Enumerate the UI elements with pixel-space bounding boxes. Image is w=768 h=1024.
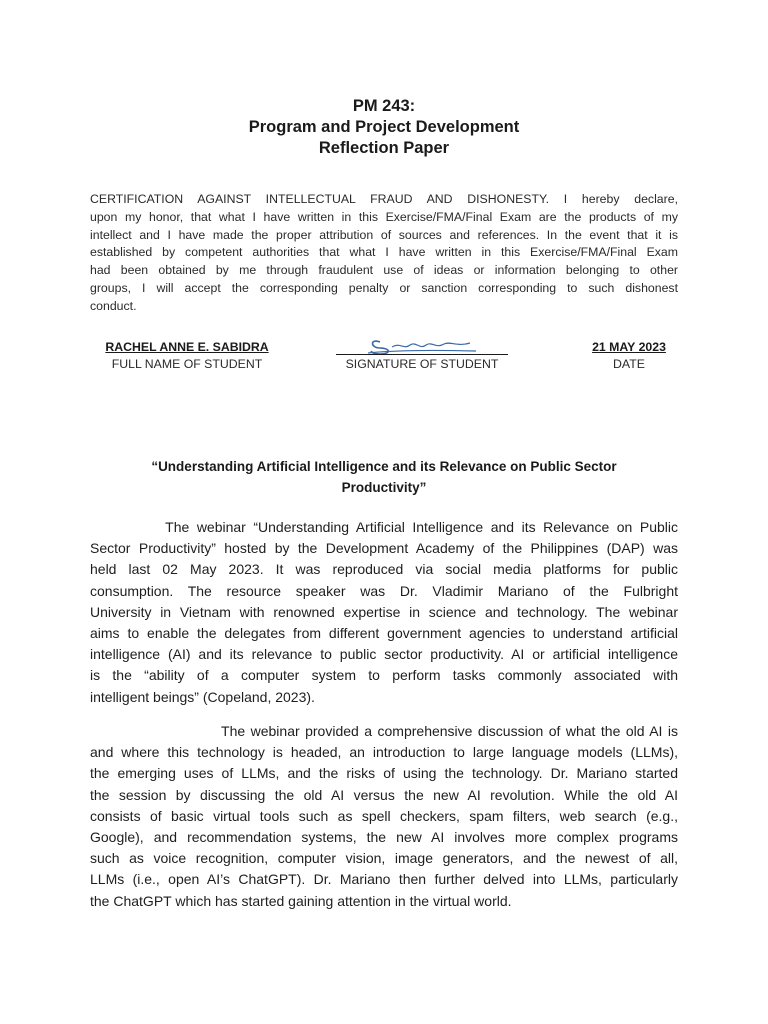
student-name: RACHEL ANNE E. SABIDRA [105,340,269,354]
date-value: 21 MAY 2023 [592,340,666,354]
paragraph-line: intelligence (AI) and its relevance to public sector productivity. AI or artificial intelligence [90,646,678,663]
certification-line: intellect and I have made the proper attribution of sources and references. In the event that it is [90,227,678,242]
paragraph-line: Google), and recommendation systems, the new AI involves more complex programs [90,829,678,846]
certification-line: established by competent authorities that what I have written in this Exercise/FMA/Final Exam [90,245,678,260]
signature-block [336,339,508,373]
paper-type: Reflection Paper [318,139,450,157]
certification-line: groups, I will accept the corresponding penalty or sanction corresponding to such dishonest [90,280,678,295]
paragraph-line: the emerging uses of LLMs, and the risks of using the technology. Dr. Mariano started [90,765,678,782]
document-title-block [0,96,768,159]
certification-line: upon my honor, that what I have written in this Exercise/FMA/Final Exam are the products of my [90,209,678,224]
paragraph-line: and where this technology is headed, an introduction to large language models (LLMs), [90,744,678,761]
course-code: PM 243: [352,97,416,115]
paragraph-line: The webinar provided a comprehensive discussion of what the old AI is [90,723,678,739]
date-block [578,339,680,373]
course-title: Program and Project Development [248,118,520,136]
paragraph-line: the session by discussing the old AI versus the new AI revolution. While the old AI [90,786,678,803]
essay-title-line: Productivity” [341,480,427,495]
paragraph-1 [90,517,678,708]
paragraph-line: the ChatGPT which has started gaining attention in the virtual world. [90,892,512,909]
paragraph-line: held last 02 May 2023. It was reproduced via social media platforms for public [90,561,678,578]
paragraph-line: Sector Productivity” hosted by the Development Academy of the Philippines (DAP) was [90,540,678,557]
paragraph-line: The webinar “Understanding Artificial Intelligence and its Relevance on Public [90,519,678,535]
certification-statement [90,191,678,316]
paragraph-line: intelligent beings” (Copeland, 2023). [90,688,315,705]
paragraph-line: such as voice recognition, computer vision, image generators, and the newest of all, [90,850,678,867]
certification-line: CERTIFICATION AGAINST INTELLECTUAL FRAUD AND DISHONESTY. I hereby declare, [90,192,678,206]
essay-title [96,456,672,498]
paragraph-line: is the “ability of a computer system to perform tasks commonly associated with [90,667,678,684]
paragraph-line: LLMs (i.e., open AI’s ChatGPT). Dr. Mariano then further delved into LLMs, particularly [90,871,678,888]
paragraph-line: University in Vietnam with renowned expertise in science and technology. The webinar [90,603,678,620]
paragraph-line: consumption. The resource speaker was Dr. Vladimir Mariano of the Fulbright [90,582,678,599]
paragraph-line: consists of basic virtual tools such as spell checkers, spam filters, web search (e.g., [90,807,678,824]
student-name-block [86,339,288,373]
paragraph-line: aims to enable the delegates from different government agencies to understand artificial [90,625,678,642]
date-caption: DATE [613,357,645,371]
signature-caption: SIGNATURE OF STUDENT [345,357,499,371]
paragraph-2 [90,721,678,912]
certification-line: had been obtained by me through fraudulent use of ideas or information belonging to other [90,263,678,278]
certification-line: conduct. [90,298,137,313]
essay-title-line: “Understanding Artificial Intelligence and its Relevance on Public Sector [151,459,617,474]
signature-line [336,354,508,355]
student-name-caption: FULL NAME OF STUDENT [111,357,263,371]
